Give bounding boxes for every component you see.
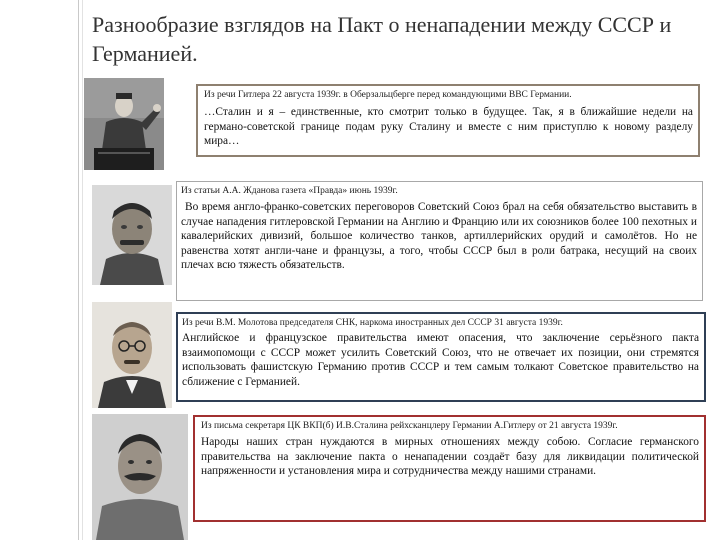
- slide-title: Разнообразие взглядов на Пакт о ненападении между СССР и Германией.: [92, 12, 672, 66]
- quote-card-hitler: [196, 84, 700, 157]
- stalin-photo: [92, 414, 188, 540]
- quote-text: Во время англо-франко-советских переговоров Советский Союз брал на себя обязательство выставить в случае нападения гитлеровской Германии на Англию и Францию или их союзников более 100 пехотных и кавалерийских дивизий, большое количество танков, артиллерийских орудий и самолётов. Но не равенства хотят англи-чане и французы, а того, чтобы СССР был в роли батрака, несущий на своих плечах всю тяжесть обязательств.: [181, 201, 697, 272]
- molotov-photo: [92, 302, 172, 408]
- quote-source: Из речи Гитлера 22 августа 1939г. в Оберзальцберге перед командующими ВВС Германии.: [204, 90, 572, 100]
- slide-left-rule: [78, 0, 79, 540]
- hitler-photo: [84, 78, 164, 170]
- quote-text: Народы наших стран нуждаются в мирных отношениях между собою. Согласие германского правительства на заключение пакта о ненападении создаёт базу для ликвидации политической напряженности и установления мира и сотрудничества между нашими странами.: [201, 436, 699, 478]
- quote-text: Английское и французское правительства имеют опасения, что заключение серьёзного пакта взаимопомощи с СССР может усилить Советский Союз, что не отвечает их позиции, они стремятся использовать фашистскую Германию против СССР и тем самым толкают Советское правительство на сближение с Германией.: [182, 332, 699, 388]
- quote-card-stalin: [193, 415, 706, 522]
- quote-source: Из статьи А.А. Жданова газета «Правда» июнь 1939г.: [181, 186, 398, 196]
- quote-source: Из речи В.М. Молотова председателя СНК, наркома иностранных дел СССР 31 августа 1939г.: [182, 318, 563, 328]
- zhdanov-photo: [92, 185, 172, 285]
- quote-text: …Сталин и я – единственные, кто смотрит только в будущее. Так, я в ближайшие недели на германо-советской границе подам руку Сталину и вместе с ним приступлю к новому разделу мира…: [204, 106, 693, 148]
- quote-card-zhdanov: [176, 181, 703, 301]
- quote-card-molotov: [176, 312, 706, 402]
- quote-source: Из письма секретаря ЦК ВКП(б) И.В.Сталина рейхсканцлеру Германии А.Гитлеру от 21 августа 1939г.: [201, 421, 618, 431]
- slide-left-rule-inner: [82, 0, 83, 540]
